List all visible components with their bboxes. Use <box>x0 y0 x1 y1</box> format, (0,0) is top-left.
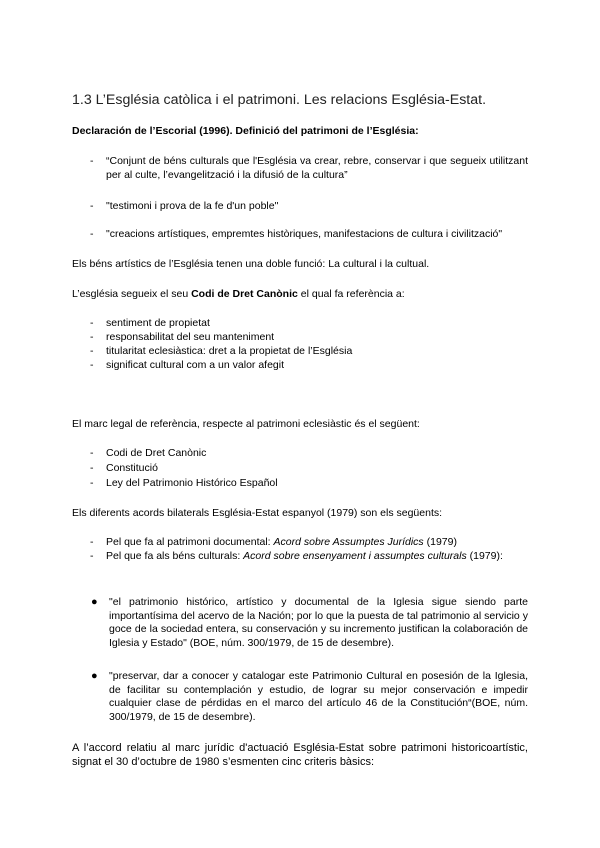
citation-paragraph: "preservar, dar a conocer y catalogar este Patrimonio Cultural en posesión de la Iglesia, de facilitar su contemplación y estudio, de lograr su mejor conservación e impedir cualquier clase de pérdidas en el marco del artículo 46 de la Constitución“(BOE, núm. 300/1979, de 15 de desembre). <box>109 670 528 723</box>
dash-marker: - <box>90 228 94 240</box>
dash-marker: - <box>90 317 94 329</box>
codi-item: sentiment de propietat <box>106 317 210 329</box>
closing-paragraph: A l’accord relatiu al marc jurídic d'actuació Església-Estat sobre patrimoni historicoartístic, signat el 30 d’octubre de 1980 s’esmenten cinc criteris bàsics: <box>72 742 528 768</box>
acord-title: Acord sobre Assumptes Jurídics <box>273 536 424 548</box>
section-heading: 1.3 L’Església catòlica i el patrimoni. Les relacions Església-Estat. <box>72 92 487 108</box>
dash-marker: - <box>90 550 94 562</box>
codi-item: significat cultural com a un valor afegit <box>106 359 285 371</box>
acord-pre: Pel que fa als béns culturals: <box>106 550 244 562</box>
acord-item <box>106 550 528 564</box>
acords-intro-paragraph: Els diferents acords bilaterals Església-Estat espanyol (1979) son els següents: <box>72 507 443 519</box>
quote-item: "creacions artístiques, empremtes històriques, manifestacions de cultura i civilització" <box>106 228 503 240</box>
bens-funcio-paragraph: Els béns artístics de l’Església tenen una doble funció: La cultural i la cultual. <box>72 258 430 270</box>
dash-marker: - <box>90 536 94 548</box>
marc-item: Ley del Patrimonio Histórico Español <box>106 477 278 489</box>
marc-legal-paragraph: El marc legal de referència, respecte al patrimoni eclesiàstic és el següent: <box>72 418 420 430</box>
bullet-marker: ● <box>91 596 98 608</box>
codi-before: L’església segueix el seu <box>72 288 192 300</box>
declaracion-heading: Declaración de l’Escorial (1996). Definició del patrimoni de l’Església: <box>72 125 419 137</box>
acord-item <box>106 536 528 550</box>
codi-paragraph <box>72 288 528 302</box>
marc-item: Codi de Dret Canònic <box>106 447 207 459</box>
quote-item: "testimoni i prova de la fe d'un poble" <box>106 200 279 212</box>
codi-item: titularitat eclesiàstica: dret a la propietat de l’Església <box>106 345 353 357</box>
dash-marker: - <box>90 345 94 357</box>
codi-after: el qual fa referència a: <box>297 288 405 300</box>
bullet-marker: ● <box>91 670 98 682</box>
dash-marker: - <box>90 331 94 343</box>
codi-item: responsabilitat del seu manteniment <box>106 331 275 343</box>
dash-marker: - <box>90 477 94 489</box>
acord-pre: Pel que fa al patrimoni documental: <box>106 536 274 548</box>
acord-title: Acord sobre ensenyament i assumptes culturals <box>243 550 467 562</box>
citation-paragraph: "el patrimonio histórico, artístico y documental de la Iglesia sigue siendo parte importantísima del acervo de la Nación; por lo que la puesta de tal patrimonio al servicio y goce de la sociedad entera, su conservación y su incremento justifican la colaboración de Iglesia y Estado" (BOE, núm. 300/1979, de 15 de desembre). <box>109 596 528 649</box>
dash-marker: - <box>90 462 94 474</box>
marc-item: Constitució <box>106 462 158 474</box>
dash-marker: - <box>90 447 94 459</box>
dash-marker: - <box>90 200 94 212</box>
codi-bold: Codi de Dret Canònic <box>191 288 298 300</box>
quote-item: “Conjunt de béns culturals que l'Església va crear, rebre, conservar i que segueix utilitzant per al culte, l’evangelització i la difusió de la cultura” <box>106 155 528 181</box>
acord-post: (1979) <box>423 536 457 548</box>
acord-post: (1979): <box>466 550 503 562</box>
dash-marker: - <box>90 155 94 167</box>
dash-marker: - <box>90 359 94 371</box>
